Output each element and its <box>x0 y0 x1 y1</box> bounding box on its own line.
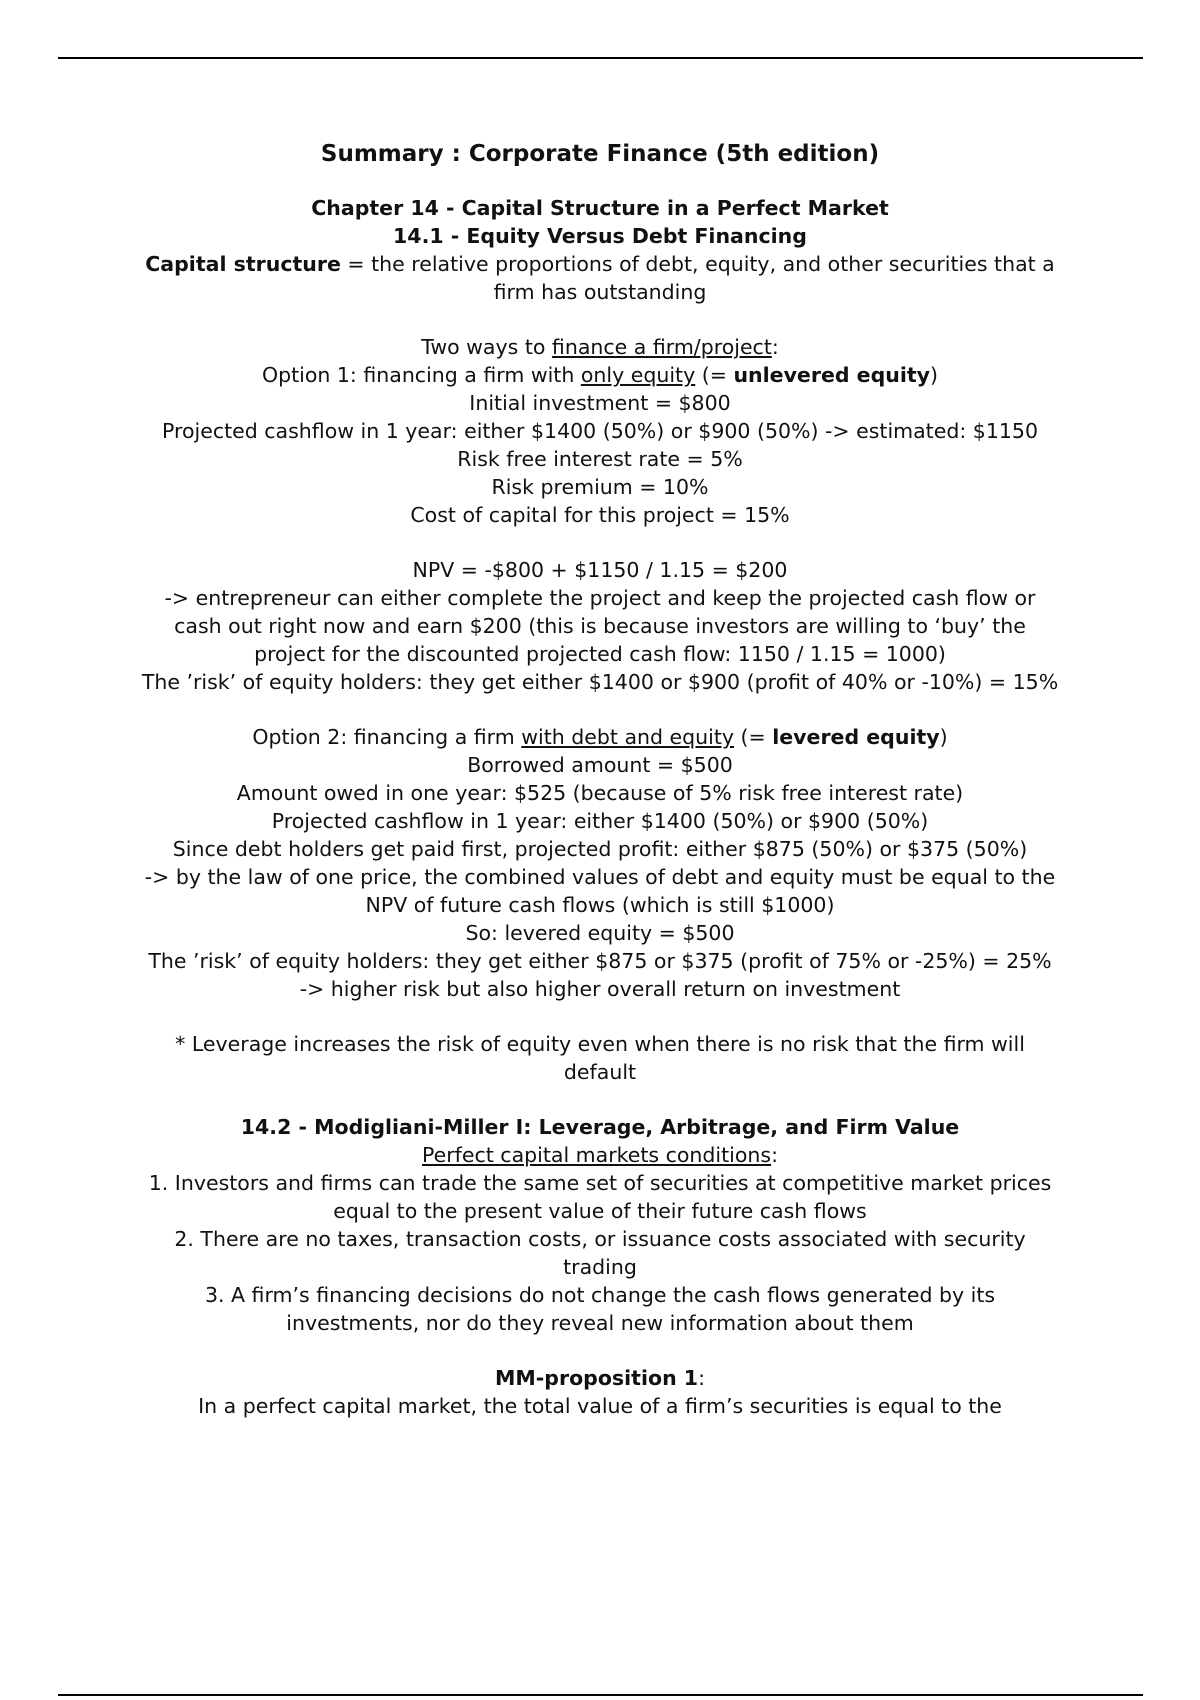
two-ways-post: : <box>771 335 779 359</box>
capital-structure-term: Capital structure <box>145 252 341 276</box>
spacer <box>140 1337 1060 1364</box>
spacer <box>140 1003 1060 1030</box>
option-1-pre: Option 1: financing a firm with <box>261 363 581 387</box>
spacer <box>140 529 1060 556</box>
option-2-line: Projected cashflow in 1 year: either $1400 (50%) or $900 (50%) <box>271 809 929 833</box>
mm-proposition-heading <box>140 1364 1060 1392</box>
two-ways-underlined: finance a firm/project <box>551 335 772 359</box>
option-2-line: -> higher risk but also higher overall return on investment <box>299 977 901 1001</box>
perfect-markets-post: : <box>771 1143 778 1167</box>
capital-structure-definition <box>140 250 1060 306</box>
option-1-line: Cost of capital for this project = 15% <box>410 503 790 527</box>
chapter-heading: Chapter 14 - Capital Structure in a Perfect Market <box>311 196 889 220</box>
option-1-underlined: only equity <box>580 363 696 387</box>
condition-item: 3. A firm’s financing decisions do not change the cash flows generated by its investments, nor do they reveal new information about them <box>204 1283 996 1335</box>
spacer <box>140 696 1060 723</box>
perfect-markets-heading <box>140 1141 1060 1169</box>
option-1-post: ) <box>930 363 939 387</box>
option-2-line: Borrowed amount = $500 <box>467 753 733 777</box>
two-ways-line <box>140 333 1060 361</box>
option-2-underlined: with debt and equity <box>521 725 735 749</box>
two-ways-pre: Two ways to <box>421 335 552 359</box>
option-2-mid: (= <box>734 725 773 749</box>
option-1-heading <box>140 361 1060 389</box>
option-2-line: -> by the law of one price, the combined values of debt and equity must be equal to the NPV of future cash flows (which is still $1000) <box>144 865 1056 917</box>
option-2-line: The ’risk’ of equity holders: they get either $875 or $375 (profit of 75% or -25%) = 25% <box>148 949 1052 973</box>
option-2-bold: levered equity <box>772 725 940 749</box>
mm-proposition-post: : <box>698 1366 705 1390</box>
option-1-mid: (= <box>695 363 734 387</box>
option-1-bold: unlevered equity <box>733 363 931 387</box>
npv-line: -> entrepreneur can either complete the project and keep the projected cash flow or cash out right now and earn $200 (this is because investors are willing to ‘buy’ the project for the discounted projected cash flow: 1150 / 1.15 = 1000) <box>164 586 1036 666</box>
condition-item: 2. There are no taxes, transaction costs, or issuance costs associated with security trading <box>174 1227 1026 1279</box>
option-2-line: So: levered equity = $500 <box>465 921 735 945</box>
perfect-markets-underlined: Perfect capital markets conditions <box>421 1143 772 1167</box>
option-1-line: Risk free interest rate = 5% <box>457 447 743 471</box>
option-1-line: Risk premium = 10% <box>491 475 709 499</box>
option-2-line: Amount owed in one year: $525 (because of 5% risk free interest rate) <box>236 781 964 805</box>
option-2-pre: Option 2: financing a firm <box>252 725 522 749</box>
spacer <box>140 306 1060 333</box>
section-14-2-heading: 14.2 - Modigliani-Miller I: Leverage, Arbitrage, and Firm Value <box>240 1115 960 1139</box>
option-2-heading <box>140 723 1060 751</box>
npv-line: NPV = -$800 + $1150 / 1.15 = $200 <box>412 558 788 582</box>
npv-line: The ’risk’ of equity holders: they get either $1400 or $900 (profit of 40% or -10%) = 15% <box>141 670 1059 694</box>
section-14-1-heading: 14.1 - Equity Versus Debt Financing <box>393 224 807 248</box>
option-1-line: Initial investment = $800 <box>469 391 731 415</box>
condition-item: 1. Investors and firms can trade the same set of securities at competitive market prices equal to the present value of their future cash flows <box>148 1171 1052 1223</box>
option-2-line: Since debt holders get paid first, projected profit: either $875 (50%) or $375 (50%) <box>172 837 1028 861</box>
capital-structure-text: = the relative proportions of debt, equity, and other securities that a firm has outstanding <box>340 252 1055 304</box>
option-2-post: ) <box>939 725 948 749</box>
leverage-note: * Leverage increases the risk of equity even when there is no risk that the firm will default <box>175 1032 1025 1084</box>
bottom-rule <box>58 1694 1143 1696</box>
top-rule <box>58 57 1143 59</box>
option-1-line: Projected cashflow in 1 year: either $1400 (50%) or $900 (50%) -> estimated: $1150 <box>162 419 1038 443</box>
document-body <box>140 139 1060 1420</box>
mm-proposition-text: In a perfect capital market, the total value of a firm’s securities is equal to the <box>198 1394 1002 1418</box>
document-title: Summary : Corporate Finance (5th edition) <box>320 141 880 167</box>
spacer <box>140 1086 1060 1113</box>
mm-proposition-bold: MM-proposition 1 <box>495 1366 699 1390</box>
